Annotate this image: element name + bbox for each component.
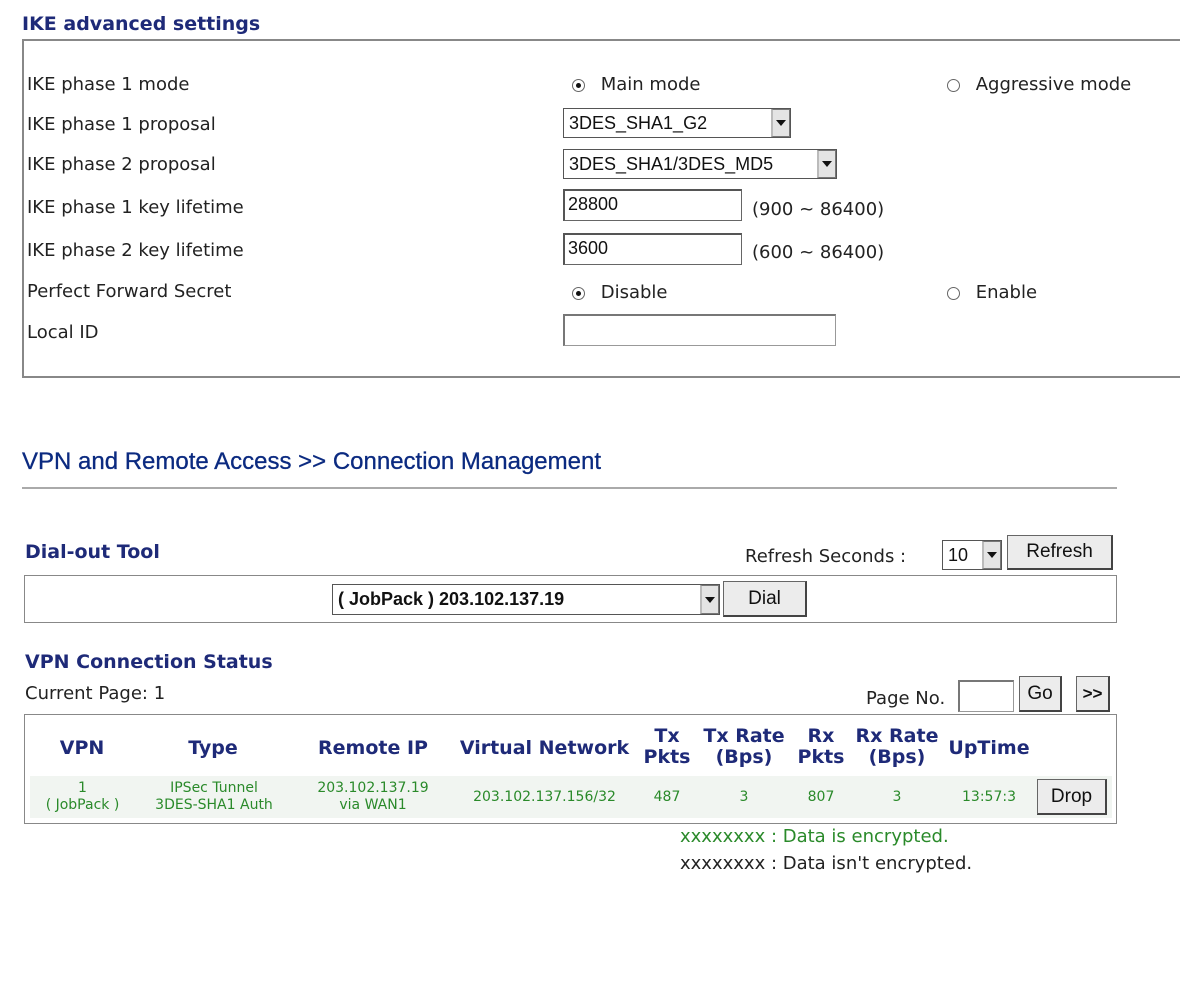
page-no-label: Page No.	[866, 688, 946, 709]
header-tx-pkts-line2: Pkts	[643, 746, 691, 768]
phase2-proposal-value: 3DES_SHA1/3DES_MD5	[569, 153, 774, 174]
header-tx-pkts-line1: Tx	[654, 725, 680, 747]
cell-rx-pkts: 807	[807, 789, 835, 805]
phase2-lifetime-input[interactable]: 3600	[563, 233, 742, 265]
cell-type	[140, 780, 288, 814]
phase2-lifetime-range: (600 ~ 86400)	[752, 242, 885, 263]
current-page: Current Page: 1	[25, 683, 166, 704]
ike-section-title: IKE advanced settings	[22, 13, 261, 35]
dialout-title: Dial-out Tool	[25, 541, 160, 563]
cell-virtual-network: 203.102.137.156/32	[473, 789, 616, 805]
cell-tx-rate: 3	[739, 789, 749, 805]
cell-tx-pkts: 487	[653, 789, 681, 805]
cell-remote-ip	[300, 780, 446, 814]
cell-vpn	[30, 780, 135, 814]
chevron-down-icon[interactable]	[817, 150, 836, 178]
radio-aggressive-mode-label: Aggressive mode	[975, 74, 1132, 95]
radio-pfs-disable[interactable]	[572, 282, 668, 303]
header-tx-rate-line2: (Bps)	[715, 746, 773, 768]
refresh-seconds-select[interactable]	[942, 540, 1002, 570]
cell-type-line2: 3DES-SHA1 Auth	[155, 797, 273, 813]
phase1-proposal-select[interactable]	[563, 108, 791, 138]
radio-pfs-enable-label: Enable	[975, 282, 1038, 303]
header-rx-pkts-line1: Rx	[807, 725, 835, 747]
pfs-label: Perfect Forward Secret	[27, 281, 232, 302]
header-rx-rate-line2: (Bps)	[868, 746, 926, 768]
legend-unencrypted	[680, 853, 972, 874]
title-divider	[22, 487, 1117, 489]
radio-pfs-disable-label: Disable	[600, 282, 668, 303]
radio-main-mode-label: Main mode	[600, 74, 701, 95]
phase1-proposal-value: 3DES_SHA1_G2	[569, 112, 708, 133]
cell-type-line1: IPSec Tunnel	[170, 780, 258, 796]
refresh-seconds-value: 10	[948, 544, 969, 565]
next-page-button[interactable]: >>	[1076, 676, 1110, 712]
header-rx-pkts	[792, 726, 850, 768]
header-remote-ip: Remote IP	[318, 737, 428, 759]
phase1-proposal-label: IKE phase 1 proposal	[27, 114, 216, 135]
phase1-lifetime-input[interactable]: 28800	[563, 189, 742, 221]
chevron-down-icon[interactable]	[700, 585, 719, 614]
legend-unencrypted-key: xxxxxxxx :	[680, 853, 783, 874]
chevron-down-icon[interactable]	[771, 109, 790, 137]
cell-vpn-profile: ( JobPack )	[45, 797, 120, 813]
phase2-lifetime-label: IKE phase 2 key lifetime	[27, 240, 244, 261]
go-button[interactable]: Go	[1019, 676, 1062, 712]
header-tx-rate-line1: Tx Rate	[703, 725, 785, 747]
phase2-proposal-label: IKE phase 2 proposal	[27, 154, 216, 175]
radio-main-mode-indicator[interactable]	[572, 79, 585, 92]
page-title: VPN and Remote Access >> Connection Management	[22, 448, 601, 475]
header-tx-rate	[700, 726, 788, 768]
phase1-lifetime-range: (900 ~ 86400)	[752, 199, 885, 220]
radio-pfs-enable-indicator[interactable]	[947, 287, 960, 300]
radio-pfs-disable-indicator[interactable]	[572, 287, 585, 300]
legend-encrypted-key: xxxxxxxx :	[680, 826, 783, 847]
phase1-lifetime-label: IKE phase 1 key lifetime	[27, 197, 244, 218]
phase2-proposal-select[interactable]	[563, 149, 837, 179]
local-id-input[interactable]	[563, 314, 836, 346]
cell-remote-ip-line2: via WAN1	[339, 797, 407, 813]
refresh-seconds-label: Refresh Seconds :	[745, 546, 907, 567]
radio-aggressive-mode-indicator[interactable]	[947, 79, 960, 92]
header-rx-pkts-line2: Pkts	[797, 746, 845, 768]
radio-aggressive-mode[interactable]	[947, 74, 1131, 95]
cell-uptime: 13:57:3	[962, 789, 1016, 805]
legend-encrypted-text: Data is encrypted.	[782, 826, 949, 847]
header-rx-rate-line1: Rx Rate	[855, 725, 939, 747]
header-vpn: VPN	[59, 737, 105, 759]
page-no-input[interactable]	[958, 680, 1014, 712]
local-id-label: Local ID	[27, 322, 99, 343]
drop-button[interactable]: Drop	[1037, 779, 1107, 815]
status-title: VPN Connection Status	[25, 651, 273, 673]
dial-profile-select[interactable]	[332, 584, 720, 615]
header-tx-pkts	[640, 726, 694, 768]
cell-remote-ip-line1: 203.102.137.19	[317, 780, 429, 796]
cell-vpn-number: 1	[78, 780, 87, 796]
dial-button[interactable]: Dial	[723, 581, 807, 617]
dial-profile-value: ( JobPack ) 203.102.137.19	[338, 589, 565, 609]
radio-main-mode[interactable]	[572, 74, 700, 95]
header-virtual-network: Virtual Network	[459, 737, 630, 759]
legend-unencrypted-text: Data isn't encrypted.	[782, 853, 973, 874]
phase1-mode-label: IKE phase 1 mode	[27, 74, 190, 95]
header-uptime: UpTime	[948, 737, 1030, 759]
header-rx-rate	[851, 726, 943, 768]
header-type: Type	[188, 737, 238, 759]
cell-rx-rate: 3	[892, 789, 902, 805]
radio-pfs-enable[interactable]	[947, 282, 1037, 303]
chevron-down-icon[interactable]	[982, 541, 1001, 569]
legend-encrypted	[680, 826, 949, 847]
refresh-button[interactable]: Refresh	[1007, 535, 1113, 570]
